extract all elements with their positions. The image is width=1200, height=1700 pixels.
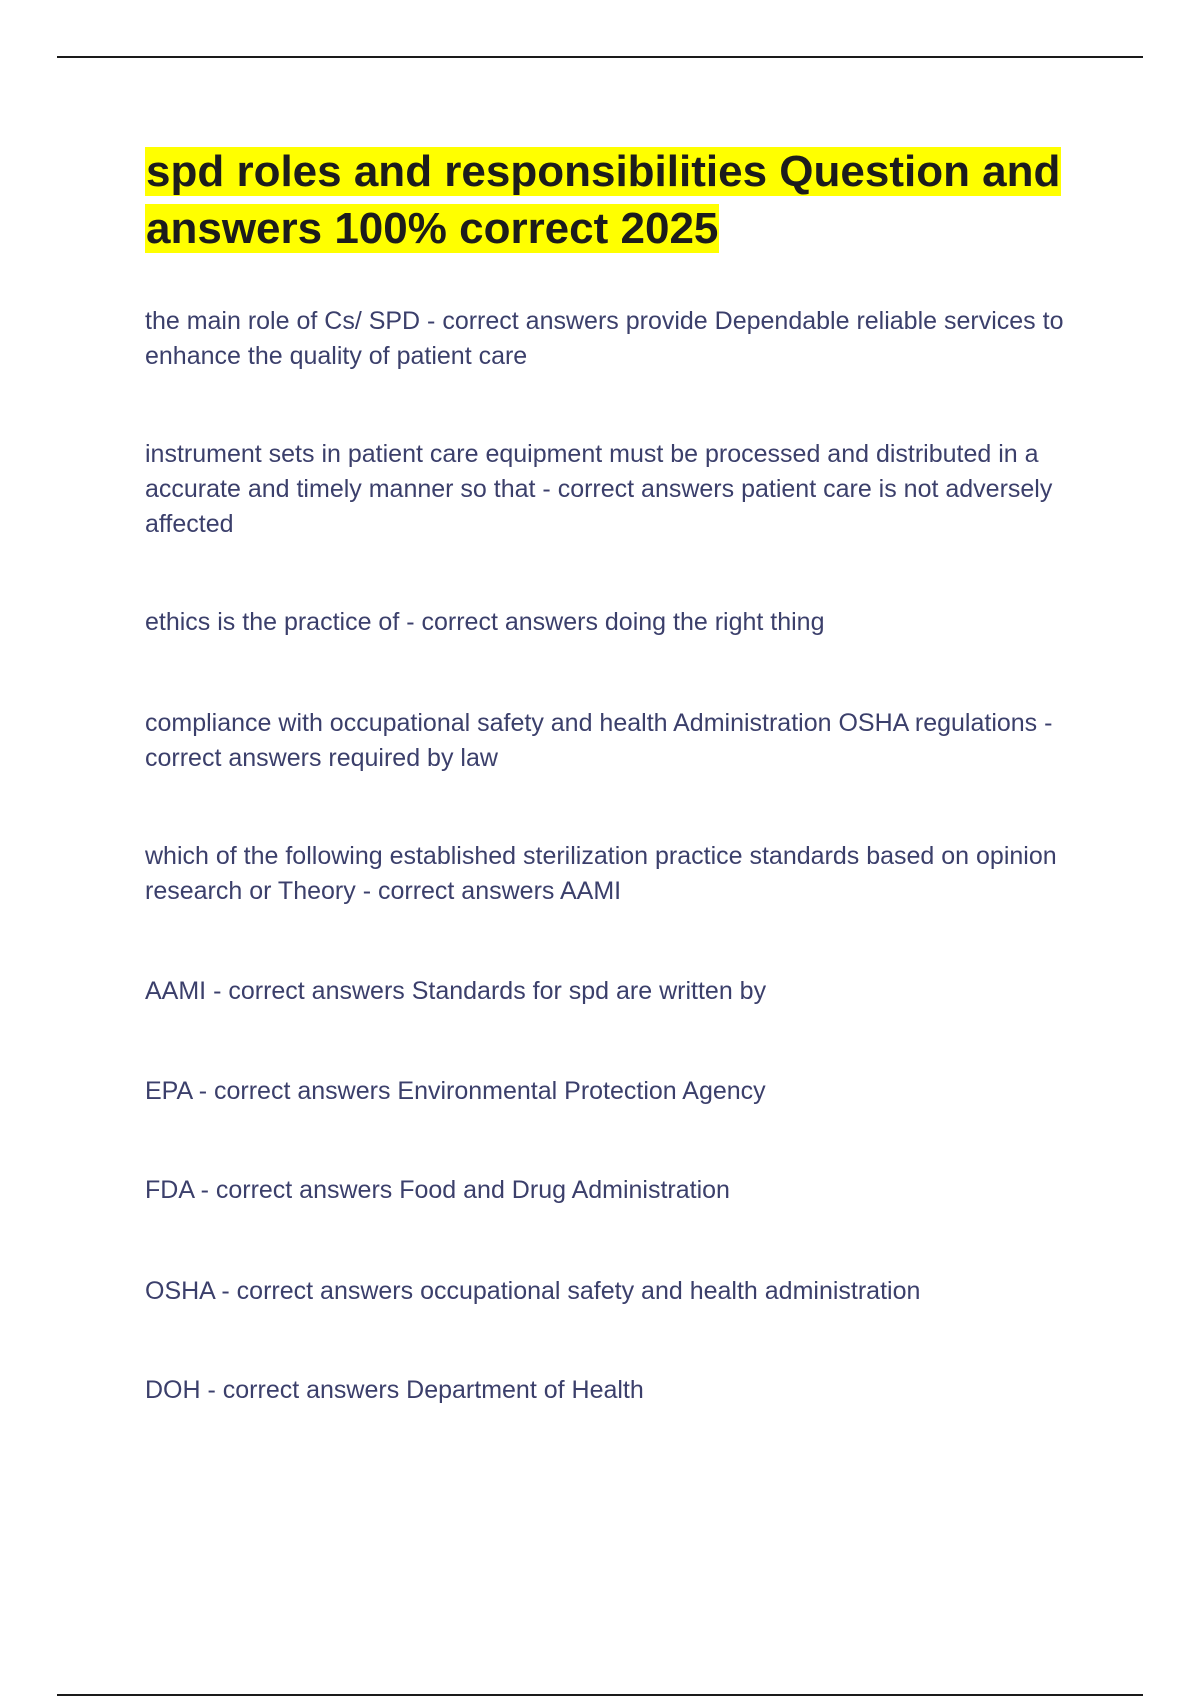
- qa-entry-5: which of the following established sterilization practice standards based on opinion research or Theory - correct answers AAMI: [145, 842, 1057, 905]
- qa-entry-9: OSHA - correct answers occupational safety and health administration: [145, 1277, 921, 1305]
- qa-entry-8: FDA - correct answers Food and Drug Administration: [145, 1176, 730, 1204]
- title-highlight: spd roles and responsibilities Question and answers 100% correct 2025: [146, 147, 1061, 253]
- qa-entry-7: EPA - correct answers Environmental Protection Agency: [145, 1077, 766, 1105]
- qa-entry-4: compliance with occupational safety and health Administration OSHA regulations - correct answers required by law: [145, 709, 1053, 772]
- qa-entry-10: DOH - correct answers Department of Health: [145, 1376, 644, 1404]
- top-rule: [57, 56, 1143, 58]
- qa-entry-1: the main role of Cs/ SPD - correct answers provide Dependable reliable services to enhance the quality of patient care: [145, 307, 1064, 370]
- qa-entry-6: AAMI - correct answers Standards for spd are written by: [145, 977, 767, 1005]
- qa-entry-3: ethics is the practice of - correct answers doing the right thing: [145, 608, 825, 636]
- document-title: [145, 143, 1105, 257]
- title-block: [145, 143, 1105, 257]
- bottom-rule: [57, 1694, 1143, 1696]
- qa-entry-2: instrument sets in patient care equipment must be processed and distributed in a accurate and timely manner so that - correct answers patient care is not adversely affected: [145, 440, 1053, 538]
